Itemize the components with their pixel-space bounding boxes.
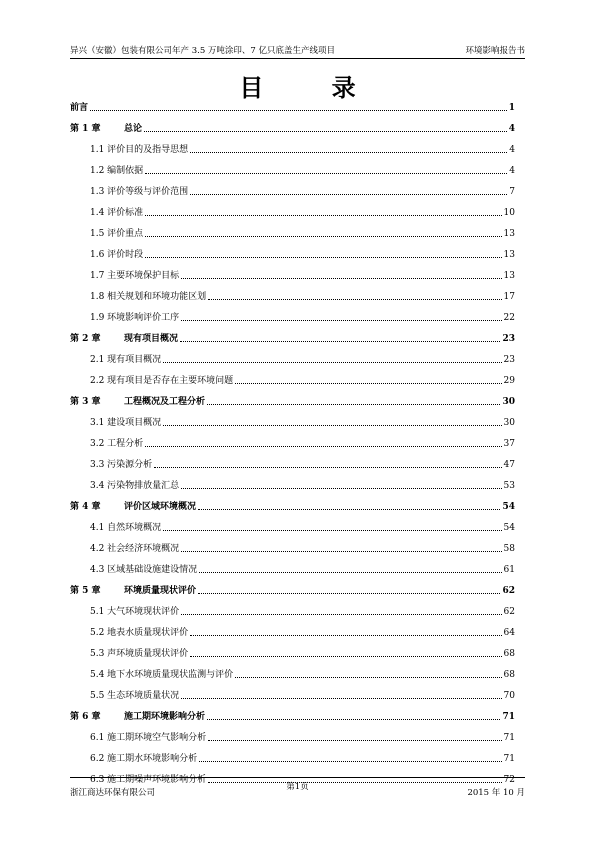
toc-entry-label: 1.7 主要环境保护目标 — [90, 271, 180, 281]
toc-page-number: 13 — [503, 271, 515, 281]
toc-entry-title — [90, 417, 161, 429]
toc-section-entry[interactable] — [70, 745, 515, 766]
footer-company: 浙江商达环保有限公司 — [70, 788, 156, 798]
toc-section-entry[interactable] — [70, 157, 515, 178]
toc-entry-label: 1.6 评价时段 — [90, 250, 144, 260]
toc-entry-title — [90, 228, 143, 240]
toc-section-entry[interactable] — [70, 304, 515, 325]
toc-section-entry[interactable] — [70, 661, 515, 682]
toc-dot-leader — [163, 530, 501, 531]
toc-page-number: 4 — [508, 124, 515, 134]
toc-entry-label: 4.1 自然环境概况 — [90, 523, 162, 533]
toc-entry-title — [90, 291, 206, 303]
toc-entry-title — [90, 627, 188, 639]
toc-page-number: 54 — [502, 502, 515, 512]
toc-entry-title — [70, 102, 88, 114]
toc-entry-title — [90, 480, 179, 492]
toc-entry-title — [90, 669, 233, 681]
toc-entry-title — [70, 501, 196, 513]
toc-entry-title — [90, 207, 143, 219]
toc-page-number: 58 — [503, 544, 515, 554]
toc-section-entry[interactable] — [70, 262, 515, 283]
toc-dot-leader — [163, 362, 501, 363]
toc-entry-label: 施工期环境影响分析 — [124, 712, 206, 722]
page-header — [70, 44, 525, 58]
toc-page-number: 22 — [503, 313, 515, 323]
toc-entry-label: 1.5 评价重点 — [90, 229, 144, 239]
toc-section-entry[interactable] — [70, 514, 515, 535]
toc-entry-title — [90, 354, 161, 366]
toc-page-number: 47 — [503, 460, 515, 470]
toc-entry-title — [90, 249, 143, 261]
toc-page-number: 68 — [503, 670, 515, 680]
toc-chapter-entry[interactable] — [70, 703, 515, 724]
toc-dot-leader — [181, 551, 501, 552]
toc-page-number: 54 — [503, 523, 515, 533]
toc-dot-leader — [190, 152, 507, 153]
toc-entry-title — [90, 375, 233, 387]
toc-entry-title — [90, 564, 197, 576]
toc-page-number: 23 — [503, 355, 515, 365]
toc-page-number: 29 — [503, 376, 515, 386]
toc-section-entry[interactable] — [70, 430, 515, 451]
toc-entry-label: 总论 — [124, 124, 143, 134]
toc-dot-leader — [181, 698, 501, 699]
table-of-contents — [70, 94, 515, 787]
toc-entry-title — [90, 438, 143, 450]
toc-page-number: 53 — [503, 481, 515, 491]
toc-entry-title — [90, 690, 179, 702]
toc-page-number: 72 — [503, 775, 515, 785]
toc-page-number: 23 — [502, 334, 515, 344]
toc-entry-label: 1.4 评价标准 — [90, 208, 144, 218]
toc-entry-label: 5.5 生态环境质量状况 — [90, 691, 180, 701]
toc-entry-label: 6.2 施工期水环境影响分析 — [90, 754, 198, 764]
toc-section-entry[interactable] — [70, 619, 515, 640]
toc-title: 目 录 — [239, 73, 386, 102]
toc-entry-label: 1.2 编制依据 — [90, 166, 144, 176]
toc-entry-label: 1.1 评价目的及指导思想 — [90, 145, 189, 155]
toc-page-number: 61 — [503, 565, 515, 575]
toc-dot-leader — [145, 215, 501, 216]
toc-dot-leader — [145, 173, 507, 174]
toc-section-entry[interactable] — [70, 367, 515, 388]
toc-section-entry[interactable] — [70, 640, 515, 661]
toc-page-number: 30 — [502, 397, 515, 407]
toc-entry-label: 1.3 评价等级与评价范围 — [90, 187, 189, 197]
toc-entry-title — [90, 543, 179, 555]
toc-page-number: 30 — [503, 418, 515, 428]
toc-section-entry[interactable] — [70, 724, 515, 745]
toc-entry-title — [70, 123, 142, 135]
toc-entry-label: 3.2 工程分析 — [90, 439, 144, 449]
toc-entry-title — [70, 585, 196, 597]
toc-dot-leader — [154, 467, 501, 468]
toc-dot-leader — [144, 131, 507, 132]
toc-chapter-number: 第 6 章 — [70, 712, 101, 722]
toc-dot-leader — [90, 110, 507, 111]
page-footer — [70, 782, 525, 802]
toc-entry-label: 5.1 大气环境现状评价 — [90, 607, 180, 617]
toc-dot-leader — [181, 320, 501, 321]
toc-dot-leader — [198, 593, 500, 594]
toc-chapter-number: 第 2 章 — [70, 334, 101, 344]
toc-page-number: 10 — [503, 208, 515, 218]
toc-chapter-entry[interactable] — [70, 115, 515, 136]
toc-section-entry[interactable] — [70, 346, 515, 367]
toc-dot-leader — [207, 404, 500, 405]
toc-entry-label: 工程概况及工程分析 — [124, 397, 206, 407]
footer-date: 2015 年 10 月 — [467, 788, 525, 798]
toc-entry-label: 5.4 地下水环境质量现状监测与评价 — [90, 670, 234, 680]
toc-page-number: 71 — [503, 754, 515, 764]
toc-entry-label: 3.1 建设项目概况 — [90, 418, 162, 428]
toc-section-entry[interactable] — [70, 178, 515, 199]
toc-entry-title — [90, 606, 179, 618]
toc-section-entry[interactable] — [70, 283, 515, 304]
toc-entry-label: 6.3 施工期噪声环境影响分析 — [90, 775, 207, 785]
toc-dot-leader — [235, 677, 501, 678]
toc-dot-leader — [198, 509, 500, 510]
toc-section-entry[interactable] — [70, 556, 515, 577]
toc-entry-title — [90, 522, 161, 534]
toc-page-number: 64 — [503, 628, 515, 638]
toc-dot-leader — [190, 656, 501, 657]
toc-entry-title — [90, 270, 179, 282]
toc-dot-leader — [207, 719, 500, 720]
toc-page-number: 37 — [503, 439, 515, 449]
toc-dot-leader — [190, 194, 507, 195]
toc-dot-leader — [208, 299, 501, 300]
toc-chapter-number: 第 1 章 — [70, 124, 101, 134]
toc-section-entry[interactable] — [70, 682, 515, 703]
toc-entry-label: 3.4 污染物排放量汇总 — [90, 481, 180, 491]
toc-section-entry[interactable] — [70, 451, 515, 472]
toc-section-entry[interactable] — [70, 241, 515, 262]
toc-entry-title — [90, 732, 206, 744]
toc-dot-leader — [190, 635, 501, 636]
toc-entry-title — [90, 144, 188, 156]
toc-entry-title — [90, 459, 152, 471]
toc-section-entry[interactable] — [70, 472, 515, 493]
toc-chapter-entry[interactable] — [70, 325, 515, 346]
toc-entry-label: 5.2 地表水质量现状评价 — [90, 628, 189, 638]
toc-entry-title — [90, 753, 197, 765]
footer-page-number: 第1页 — [286, 782, 309, 792]
toc-chapter-number: 第 5 章 — [70, 586, 101, 596]
toc-page-number: 4 — [509, 166, 515, 176]
toc-entry-label: 5.3 声环境质量现状评价 — [90, 649, 189, 659]
toc-dot-leader — [181, 614, 501, 615]
toc-entry-label: 2.2 现有项目是否存在主要环境问题 — [90, 376, 234, 386]
toc-page-number: 13 — [503, 229, 515, 239]
toc-dot-leader — [199, 761, 501, 762]
toc-section-entry[interactable] — [70, 136, 515, 157]
toc-entry-title — [70, 396, 205, 408]
toc-entry-title — [70, 711, 205, 723]
toc-dot-leader — [145, 236, 501, 237]
toc-entry-label: 前言 — [70, 103, 89, 113]
toc-chapter-number: 第 3 章 — [70, 397, 101, 407]
toc-entry-label: 4.2 社会经济环境概况 — [90, 544, 180, 554]
toc-page-number: 71 — [502, 712, 515, 722]
toc-page-number: 17 — [503, 292, 515, 302]
toc-entry-label: 2.1 现有项目概况 — [90, 355, 162, 365]
toc-dot-leader — [181, 278, 501, 279]
toc-dot-leader — [145, 446, 501, 447]
toc-dot-leader — [235, 383, 501, 384]
toc-dot-leader — [180, 341, 500, 342]
header-report-type: 环境影响报告书 — [465, 46, 525, 56]
toc-page-number: 62 — [502, 586, 515, 596]
toc-dot-leader — [208, 740, 501, 741]
toc-chapter-entry[interactable] — [70, 94, 515, 115]
toc-chapter-entry[interactable] — [70, 388, 515, 409]
toc-dot-leader — [163, 425, 501, 426]
footer-rule — [70, 777, 525, 778]
toc-chapter-entry[interactable] — [70, 493, 515, 514]
toc-entry-label: 1.8 相关规划和环境功能区划 — [90, 292, 207, 302]
toc-section-entry[interactable] — [70, 199, 515, 220]
toc-entry-label: 6.1 施工期环境空气影响分析 — [90, 733, 207, 743]
toc-section-entry[interactable] — [70, 409, 515, 430]
toc-entry-label: 3.3 污染源分析 — [90, 460, 153, 470]
toc-page-number: 68 — [503, 649, 515, 659]
toc-page-number: 62 — [503, 607, 515, 617]
toc-entry-title — [90, 648, 188, 660]
toc-entry-title — [90, 165, 143, 177]
toc-entry-title — [90, 186, 188, 198]
toc-page-number: 71 — [503, 733, 515, 743]
toc-entry-title — [90, 312, 179, 324]
toc-page-number: 1 — [508, 103, 515, 113]
toc-page-number: 7 — [509, 187, 515, 197]
toc-section-entry[interactable] — [70, 220, 515, 241]
toc-page-number: 70 — [503, 691, 515, 701]
toc-entry-label: 现有项目概况 — [124, 334, 179, 344]
toc-dot-leader — [181, 488, 501, 489]
toc-entry-title — [70, 333, 178, 345]
toc-dot-leader — [199, 572, 501, 573]
toc-chapter-number: 第 4 章 — [70, 502, 101, 512]
toc-entry-label: 4.3 区域基础设施建设情况 — [90, 565, 198, 575]
toc-entry-label: 评价区域环境概况 — [124, 502, 197, 512]
toc-section-entry[interactable] — [70, 598, 515, 619]
toc-entry-label: 环境质量现状评价 — [124, 586, 197, 596]
toc-page-number: 13 — [503, 250, 515, 260]
toc-entry-label: 1.9 环境影响评价工序 — [90, 313, 180, 323]
header-project-title: 异兴（安徽）包装有限公司年产 3.5 万吨涂印、7 亿只底盖生产线项目 — [70, 46, 336, 56]
toc-chapter-entry[interactable] — [70, 577, 515, 598]
toc-page-number: 4 — [509, 145, 515, 155]
toc-dot-leader — [145, 257, 501, 258]
toc-section-entry[interactable] — [70, 535, 515, 556]
header-rule — [70, 58, 525, 59]
